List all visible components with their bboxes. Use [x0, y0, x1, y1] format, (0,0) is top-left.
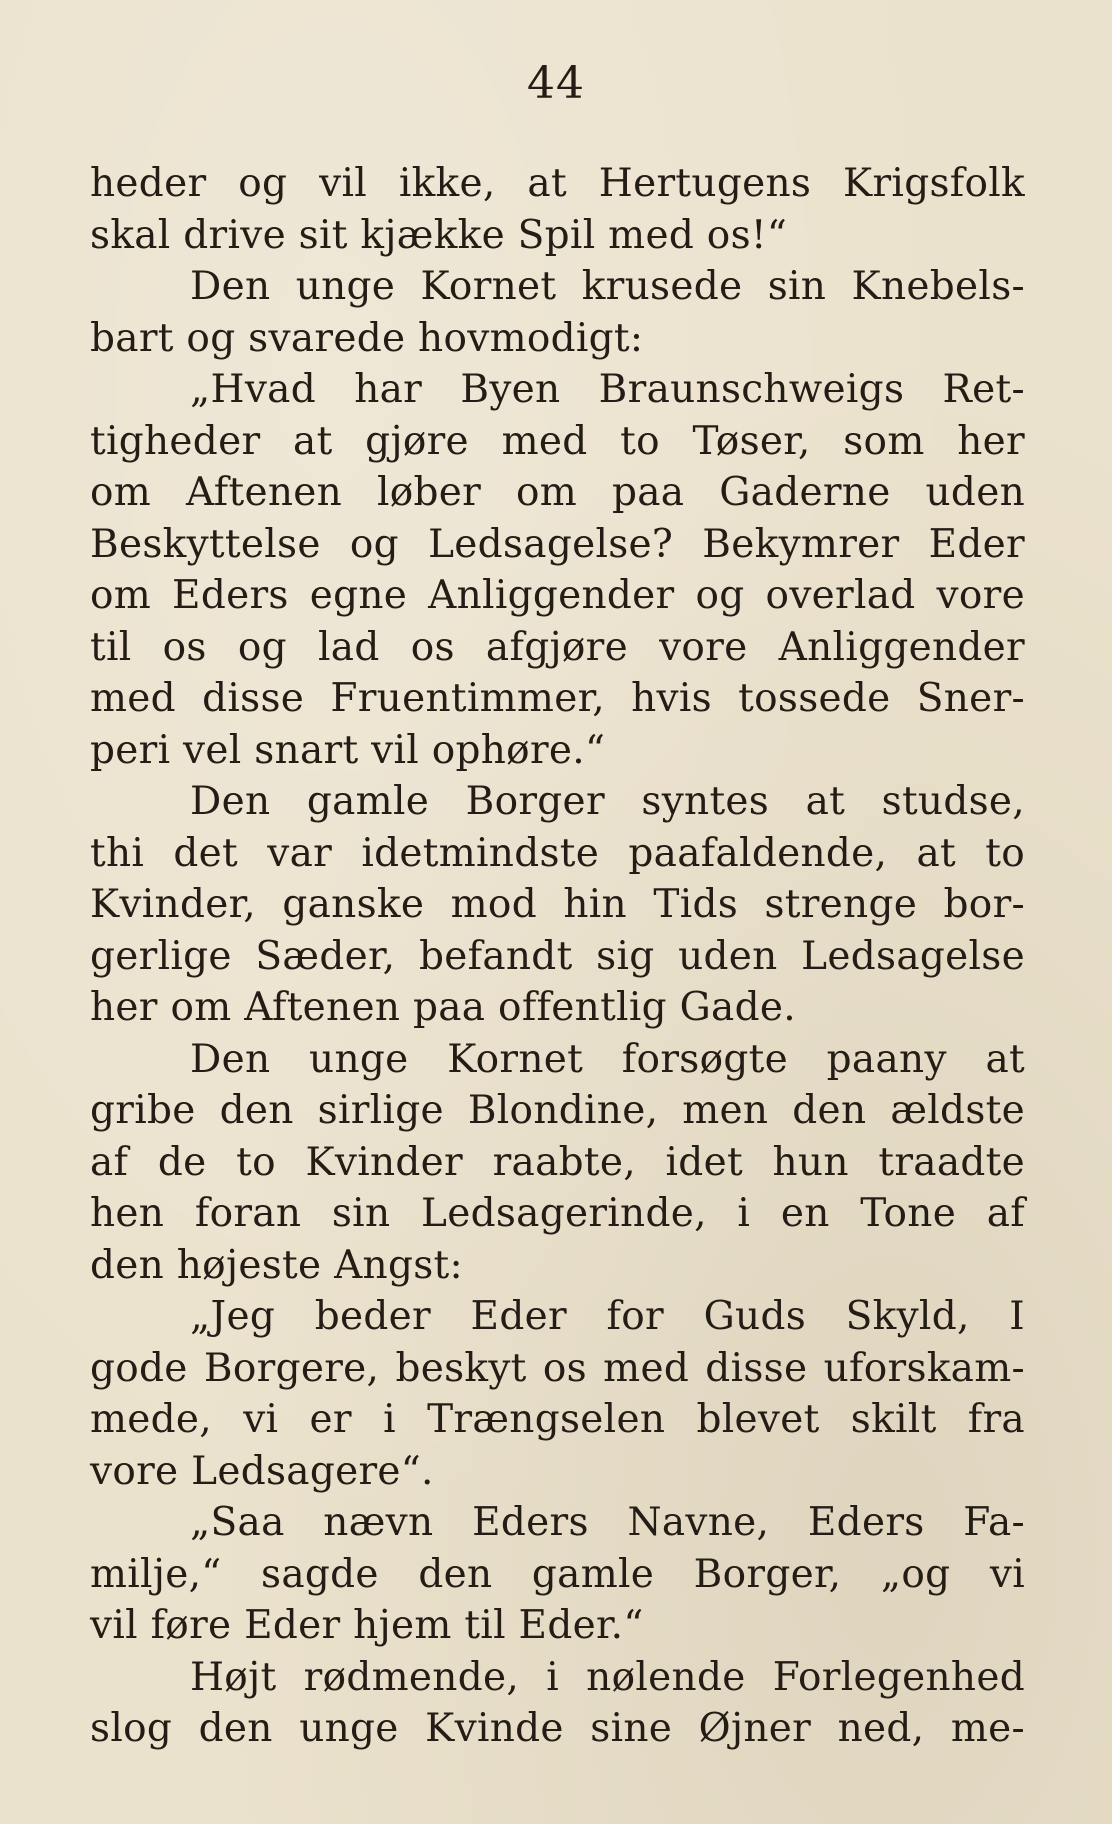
text-line: Højt rødmende, i nølende Forlegenhed: [190, 1654, 1025, 1700]
page-number: 44: [527, 58, 585, 109]
text-line: milje,“ sagde den gamle Borger, „og vi: [90, 1551, 1025, 1597]
text-line: om Aftenen løber om paa Gaderne uden: [90, 470, 1025, 515]
text-line: med disse Fruentimmer, hvis tossede Sner-: [90, 676, 1025, 721]
text-line: mede, vi er i Trængselen blevet skilt fra: [90, 1397, 1025, 1442]
text-line: peri vel snart vil ophøre.“: [90, 727, 606, 773]
text-line: gerlige Sæder, befandt sig uden Ledsagelse: [90, 933, 1025, 979]
text-line: hen foran sin Ledsagerinde, i en Tone af: [90, 1191, 1025, 1236]
text-line: skal drive sit kjække Spil med os!“: [90, 212, 788, 258]
text-line: vil føre Eder hjem til Eder.“: [90, 1603, 644, 1648]
text-line: thi det var idetmindste paafaldende, at to: [90, 830, 1025, 876]
text-line: gode Borgere, beskyt os med disse uforskam-: [90, 1345, 1025, 1391]
text-line: Den unge Kornet krusede sin Knebels-: [190, 264, 1025, 309]
text-line: tigheder at gjøre med to Tøser, som her: [90, 418, 1025, 464]
text-line: gribe den sirlige Blondine, men den ældste: [90, 1088, 1025, 1133]
text-line: Beskyttelse og Ledsagelse? Bekymrer Eder: [90, 521, 1025, 567]
text-line: bart og svarede hovmodigt:: [90, 315, 644, 361]
text-line: „Saa nævn Eders Navne, Eders Fa-: [190, 1500, 1025, 1545]
text-line: „Jeg beder Eder for Guds Skyld, I: [190, 1294, 1025, 1339]
body-text: [90, 158, 1025, 1755]
text-line: om Eders egne Anliggender og overlad vore: [90, 573, 1025, 618]
text-line: den højeste Angst:: [90, 1242, 463, 1288]
text-line: Kvinder, ganske mod hin Tids strenge bor-: [90, 882, 1025, 927]
text-line: heder og vil ikke, at Hertugens Krigsfolk: [90, 161, 1025, 206]
text-line: her om Aftenen paa offentlig Gade.: [90, 985, 796, 1030]
text-line: Den unge Kornet forsøgte paany at: [190, 1036, 1025, 1082]
text-line: af de to Kvinder raabte, idet hun traadte: [90, 1139, 1025, 1185]
text-line: slog den unge Kvinde sine Øjner ned, me-: [90, 1706, 1025, 1751]
text-line: til os og lad os afgjøre vore Anliggender: [90, 624, 1025, 670]
text-line: vore Ledsagere“.: [90, 1448, 434, 1494]
text-line: Den gamle Borger syntes at studse,: [190, 779, 1025, 824]
text-line: „Hvad har Byen Braunschweigs Ret-: [190, 367, 1025, 412]
